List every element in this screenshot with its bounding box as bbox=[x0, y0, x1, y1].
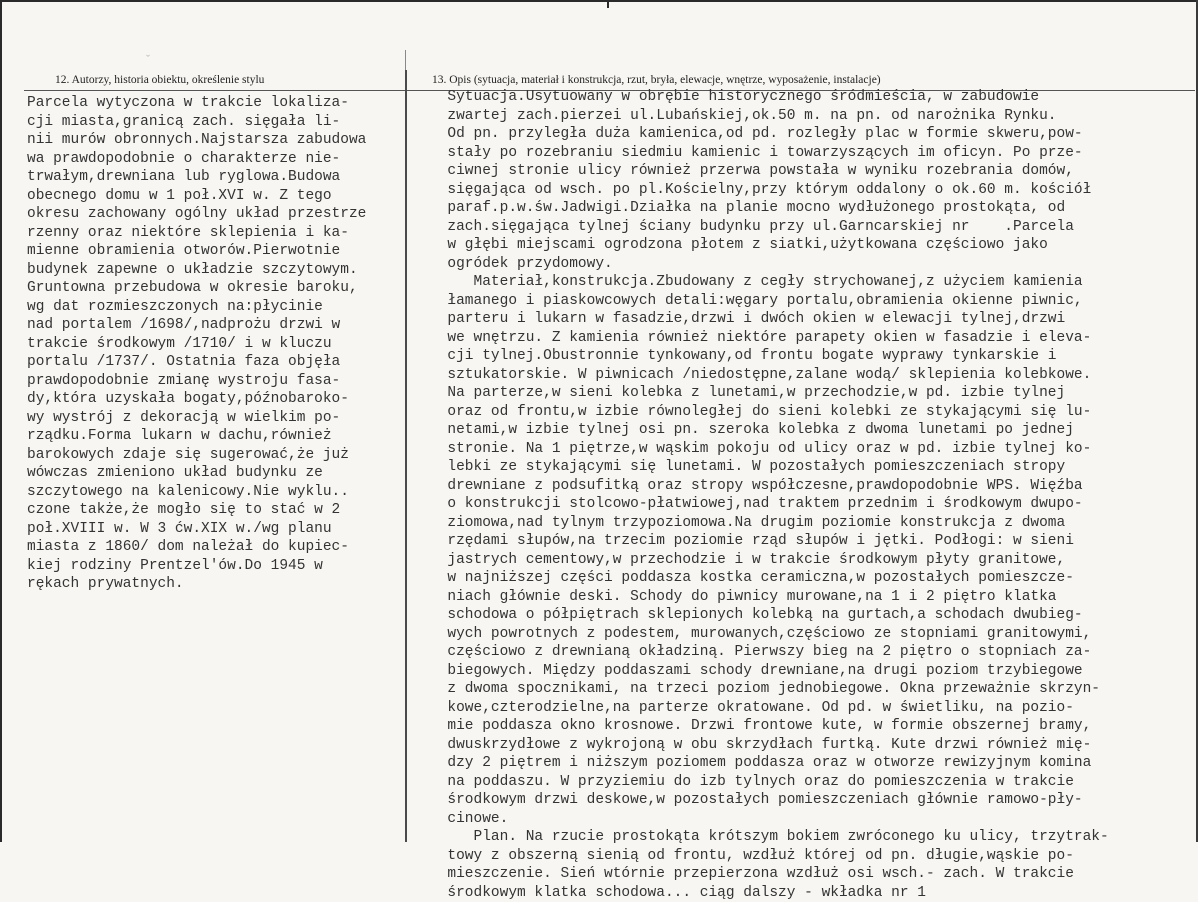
text-line: sztukatorskie. W piwnicach /niedostępne,zalane wodą/ sklepienia kolebkowe. bbox=[430, 366, 1109, 385]
left-header-rule bbox=[24, 90, 405, 91]
text-line: lebki ze stykającymi się lunetami. W pozostałych pomieszczeniach stropy bbox=[430, 458, 1109, 477]
frame-top-border bbox=[0, 0, 1198, 2]
text-line: Materiał,konstrukcja.Zbudowany z cegły strychowanej,z użyciem kamienia bbox=[430, 273, 1109, 292]
text-line: jastrych cementowy,w przechodzie i w trakcie środkowym płyty granitowe, bbox=[430, 551, 1109, 570]
text-line: mieszczenie. Sień wtórnie przepierzona wzdłuż osi wsch.- zach. W trakcie bbox=[430, 865, 1109, 884]
text-line: oraz od frontu,w izbie równoległej do sieni kolebki ze stykającymi się lu- bbox=[430, 403, 1109, 422]
text-line: trakcie środkowym /1710/ i w kluczu bbox=[27, 335, 366, 354]
text-line: Sytuacja.Usytuowany w obrębie historycznego śródmieścia, w zabudowie bbox=[430, 88, 1109, 107]
text-line: nii murów obronnych.Najstarsza zabudowa bbox=[27, 131, 366, 150]
text-line: we wnętrzu. Z kamienia również niektóre parapety okien w fasadzie i eleva- bbox=[430, 329, 1109, 348]
text-line: ogródek przydomowy. bbox=[430, 255, 1109, 274]
text-line: dzy 2 piętrem i niższym poziomem poddasza oraz w otworze rewizyjnym komina bbox=[430, 754, 1109, 773]
text-line: Gruntowna przebudowa w okresie baroku, bbox=[27, 279, 366, 298]
text-line: częściowo z drewnianą okładziną. Pierwszy bieg na 2 piętro o stopniach za- bbox=[430, 643, 1109, 662]
history-text-column bbox=[27, 94, 366, 594]
text-line: kiej rodziny Prentzel'ów.Do 1945 w bbox=[27, 557, 366, 576]
text-line: Na parterze,w sieni kolebka z lunetami,w przechodzie,w pd. izbie tylnej bbox=[430, 384, 1109, 403]
text-line: paraf.p.w.św.Jadwigi.Działka na planie mocno wydłużonego prostokąta, od bbox=[430, 199, 1109, 218]
text-line: wy wystrój z dekoracją w wielkim po- bbox=[27, 409, 366, 428]
text-line: towy z obszerną sienią od frontu, wzdłuż której od pn. długie,wąskie po- bbox=[430, 847, 1109, 866]
text-line: wych powrotnych z podestem, murowanych,częściowo ze stopniami granitowymi, bbox=[430, 625, 1109, 644]
left-section-header: 12. Autorzy, historia obiektu, określenie stylu bbox=[55, 74, 264, 86]
text-line: biegowych. Między poddaszami schody drewniane,na drugi poziom trzybiegowe bbox=[430, 662, 1109, 681]
text-line: zwartej zach.pierzei ul.Lubańskiej,ok.50 m. na pn. od narożnika Rynku. bbox=[430, 107, 1109, 126]
right-section-header: 13. Opis (sytuacja, materiał i konstrukcja, rzut, bryła, elewacje, wnętrze, wyposażenie, instalacje) bbox=[432, 74, 881, 86]
text-line: Od pn. przyległa duża kamienica,od pd. rozległy plac w formie skweru,pow- bbox=[430, 125, 1109, 144]
text-line: dy,która uzyskała bogaty,późnobaroko- bbox=[27, 390, 366, 409]
text-line: na poddaszu. W przyziemiu do izb tylnych oraz do pomieszczenia w trakcie bbox=[430, 773, 1109, 792]
text-line: łamanego i piaskowcowych detali:węgary portalu,obramienia okienne piwnic, bbox=[430, 292, 1109, 311]
text-line: wa prawdopodobnie o charakterze nie- bbox=[27, 150, 366, 169]
text-line: czone także,że mogło się to stać w 2 bbox=[27, 501, 366, 520]
text-line: portalu /1737/. Ostatnia faza objęła bbox=[27, 353, 366, 372]
text-line: rękach prywatnych. bbox=[27, 575, 366, 594]
text-line: parteru i lukarn w fasadzie,drzwi i dwóch okien w elewacji tylnej,drzwi bbox=[430, 310, 1109, 329]
text-line: z dwoma spocznikami, na trzeci poziom jednobiegowe. Okna przeważnie skrzyn- bbox=[430, 680, 1109, 699]
text-line: o konstrukcji stolcowo-płatwiowej,nad traktem przednim i środkowym dwupo- bbox=[430, 495, 1109, 514]
text-line: stronie. Na 1 piętrze,w wąskim pokoju od ulicy oraz w pd. izbie tylnej ko- bbox=[430, 440, 1109, 459]
text-line: obecnego domu w 1 poł.XVI w. Z tego bbox=[27, 187, 366, 206]
text-line: środkowym drzwi deskowe,w pozostałych pomieszczeniach głównie ramowo-pły- bbox=[430, 791, 1109, 810]
text-line: nad portalem /1698/,nadprożu drzwi w bbox=[27, 316, 366, 335]
text-line: rządku.Forma lukarn w dachu,również bbox=[27, 427, 366, 446]
text-line: cinowe. bbox=[430, 810, 1109, 829]
top-center-tick bbox=[607, 0, 609, 8]
text-line: rzenny oraz niektóre sklepienia i ka- bbox=[27, 224, 366, 243]
text-line: rzędami słupów,na trzecim poziomie rząd słupów i jętki. Podłogi: w sieni bbox=[430, 532, 1109, 551]
text-line: Plan. Na rzucie prostokąta krótszym bokiem zwróconego ku ulicy, trzytrak- bbox=[430, 828, 1109, 847]
text-line: w głębi miejscami ogrodzona płotem z siatki,użytkowana częściowo jako bbox=[430, 236, 1109, 255]
text-line: okresu zachowany ogólny układ przestrze bbox=[27, 205, 366, 224]
text-line: miasta z 1860/ dom należał do kupiec- bbox=[27, 538, 366, 557]
text-line: poł.XVIII w. W 3 ćw.XIX w./wg planu bbox=[27, 520, 366, 539]
text-line: trwałym,drewniana lub ryglowa.Budowa bbox=[27, 168, 366, 187]
text-line: drewniane z podsufitką oraz stropy współczesne,prawdopodobnie WPS. Więźba bbox=[430, 477, 1109, 496]
text-line: netami,w izbie tylnej osi pn. szeroka kolebka z dwoma lunetami po jednej bbox=[430, 421, 1109, 440]
text-line: wówczas zmieniono układ budynku ze bbox=[27, 464, 366, 483]
text-line: wg dat rozmieszczonych na:płycinie bbox=[27, 298, 366, 317]
text-line: kowe,czterodzielne,na parterze okratowane. Od pd. w świetliku, na pozio- bbox=[430, 699, 1109, 718]
text-line: ciwnej stronie ulicy również przerwa powstała w wyniku rozebrania domów, bbox=[430, 162, 1109, 181]
text-line: szczytowego na kalenicowy.Nie wyklu.. bbox=[27, 483, 366, 502]
text-line: barokowych zdaje się sugerować,że już bbox=[27, 446, 366, 465]
column-divider bbox=[405, 70, 407, 842]
text-line: mienne obramienia otworów.Pierwotnie bbox=[27, 242, 366, 261]
text-line: środkowym klatka schodowa... ciąg dalszy - wkładka nr 1 bbox=[430, 884, 1109, 902]
text-line: stały po rozebraniu siedmiu kamienic i towarzyszących im oficyn. Po prze- bbox=[430, 144, 1109, 163]
text-line: niach głównie deski. Schody do piwnicy murowane,na 1 i 2 piętro klatka bbox=[430, 588, 1109, 607]
description-text-column bbox=[430, 88, 1109, 902]
text-line: Parcela wytyczona w trakcie lokaliza- bbox=[27, 94, 366, 113]
text-line: prawdopodobnie zmianę wystroju fasa- bbox=[27, 372, 366, 391]
text-line: sięgająca od wsch. po pl.Kościelny,przy którym oddalony o ok.60 m. kościół bbox=[430, 181, 1109, 200]
text-line: zach.sięgająca tylnej ściany budynku przy ul.Garncarskiej nr .Parcela bbox=[430, 218, 1109, 237]
text-line: w najniższej części poddasza kostka ceramiczna,w pozostałych pomieszcze- bbox=[430, 569, 1109, 588]
text-line: mie poddasza okno krosnowe. Drzwi frontowe kute, w formie obszernej bramy, bbox=[430, 717, 1109, 736]
text-line: cji miasta,granicą zach. sięgała li- bbox=[27, 113, 366, 132]
frame-left-border bbox=[0, 0, 2, 842]
text-line: cji tylnej.Obustronnie tynkowany,od frontu bogate wyprawy tynkarskie i bbox=[430, 347, 1109, 366]
text-line: schodowa o półpiętrach sklepionych kolebką na gurtach,a schodach dwubieg- bbox=[430, 606, 1109, 625]
divider-top bbox=[405, 50, 406, 70]
faint-mark: ˇ bbox=[146, 52, 150, 67]
text-line: ziomowa,nad tylnym trzypoziomowa.Na drugim poziomie konstrukcja z dwoma bbox=[430, 514, 1109, 533]
text-line: dwuskrzydłowe z wykrojoną w obu skrzydłach furtką. Kute drzwi również mię- bbox=[430, 736, 1109, 755]
text-line: budynek zapewne o układzie szczytowym. bbox=[27, 261, 366, 280]
